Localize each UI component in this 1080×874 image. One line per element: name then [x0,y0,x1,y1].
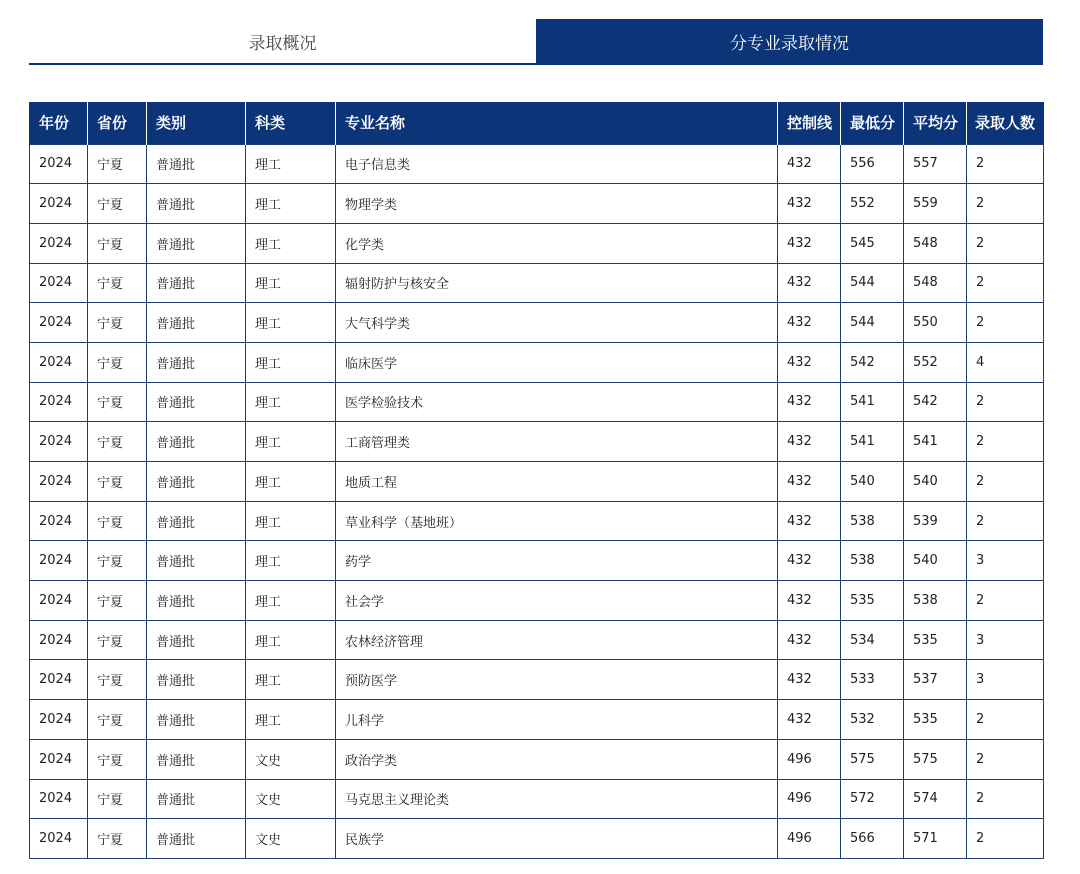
column-header-avg-score[interactable]: 平均分 [904,102,967,144]
batch-cell: 普通批 [147,620,246,660]
table-row [30,779,1044,819]
control-line-cell: 496 [778,819,841,859]
major-name-cell: 政治学类 [336,739,778,779]
year-cell: 2024 [30,581,88,621]
avg-score-cell: 541 [904,422,967,462]
major-name-cell: 农林经济管理 [336,620,778,660]
avg-score-cell: 535 [904,700,967,740]
major-name-cell: 物理学类 [336,184,778,224]
min-score-cell: 541 [841,382,904,422]
year-cell: 2024 [30,382,88,422]
batch-cell: 普通批 [147,660,246,700]
year-cell: 2024 [30,501,88,541]
province-cell: 宁夏 [88,462,147,502]
year-cell: 2024 [30,739,88,779]
province-cell: 宁夏 [88,739,147,779]
batch-cell: 普通批 [147,779,246,819]
subject-type-cell: 理工 [246,660,336,700]
avg-score-cell: 538 [904,581,967,621]
batch-cell: 普通批 [147,819,246,859]
min-score-cell: 532 [841,700,904,740]
year-cell: 2024 [30,263,88,303]
subject-type-cell: 理工 [246,422,336,462]
admitted-count-cell: 2 [967,223,1044,263]
admitted-count-cell: 2 [967,819,1044,859]
major-name-cell: 医学检验技术 [336,382,778,422]
min-score-cell: 534 [841,620,904,660]
table-row [30,501,1044,541]
admitted-count-cell: 2 [967,422,1044,462]
batch-cell: 普通批 [147,303,246,343]
tab-admission-by-major[interactable]: 分专业录取情况 [536,19,1043,63]
table-row [30,342,1044,382]
control-line-cell: 432 [778,581,841,621]
major-name-cell: 化学类 [336,223,778,263]
batch-cell: 普通批 [147,144,246,184]
control-line-cell: 432 [778,382,841,422]
admitted-count-cell: 2 [967,462,1044,502]
column-header-min-score[interactable]: 最低分 [841,102,904,144]
column-header-year[interactable]: 年份 [30,102,88,144]
admitted-count-cell: 3 [967,660,1044,700]
major-name-cell: 大气科学类 [336,303,778,343]
min-score-cell: 544 [841,263,904,303]
avg-score-cell: 537 [904,660,967,700]
table-row [30,223,1044,263]
year-cell: 2024 [30,462,88,502]
subject-type-cell: 理工 [246,462,336,502]
column-header-subject-type[interactable]: 科类 [246,102,336,144]
province-cell: 宁夏 [88,144,147,184]
admitted-count-cell: 2 [967,700,1044,740]
admission-table [29,102,1044,859]
year-cell: 2024 [30,144,88,184]
table-row [30,700,1044,740]
year-cell: 2024 [30,819,88,859]
avg-score-cell: 550 [904,303,967,343]
control-line-cell: 432 [778,700,841,740]
control-line-cell: 496 [778,779,841,819]
table-row [30,462,1044,502]
batch-cell: 普通批 [147,541,246,581]
control-line-cell: 432 [778,462,841,502]
subject-type-cell: 理工 [246,144,336,184]
province-cell: 宁夏 [88,819,147,859]
min-score-cell: 535 [841,581,904,621]
province-cell: 宁夏 [88,779,147,819]
admitted-count-cell: 2 [967,739,1044,779]
subject-type-cell: 理工 [246,541,336,581]
min-score-cell: 540 [841,462,904,502]
min-score-cell: 572 [841,779,904,819]
batch-cell: 普通批 [147,581,246,621]
min-score-cell: 538 [841,501,904,541]
major-name-cell: 临床医学 [336,342,778,382]
avg-score-cell: 571 [904,819,967,859]
admitted-count-cell: 2 [967,382,1044,422]
control-line-cell: 432 [778,303,841,343]
avg-score-cell: 559 [904,184,967,224]
min-score-cell: 556 [841,144,904,184]
min-score-cell: 542 [841,342,904,382]
year-cell: 2024 [30,223,88,263]
admitted-count-cell: 2 [967,501,1044,541]
table-row [30,819,1044,859]
subject-type-cell: 理工 [246,342,336,382]
column-header-batch[interactable]: 类别 [147,102,246,144]
table-row [30,739,1044,779]
admitted-count-cell: 2 [967,144,1044,184]
year-cell: 2024 [30,303,88,343]
avg-score-cell: 575 [904,739,967,779]
control-line-cell: 496 [778,739,841,779]
control-line-cell: 432 [778,184,841,224]
avg-score-cell: 552 [904,342,967,382]
batch-cell: 普通批 [147,739,246,779]
batch-cell: 普通批 [147,700,246,740]
table-row [30,144,1044,184]
admitted-count-cell: 2 [967,263,1044,303]
min-score-cell: 544 [841,303,904,343]
min-score-cell: 533 [841,660,904,700]
subject-type-cell: 理工 [246,620,336,660]
avg-score-cell: 557 [904,144,967,184]
batch-cell: 普通批 [147,263,246,303]
batch-cell: 普通批 [147,184,246,224]
tab-admission-overview[interactable]: 录取概况 [29,19,536,63]
major-name-cell: 马克思主义理论类 [336,779,778,819]
avg-score-cell: 535 [904,620,967,660]
control-line-cell: 432 [778,144,841,184]
table-row [30,422,1044,462]
control-line-cell: 432 [778,620,841,660]
table-row [30,620,1044,660]
subject-type-cell: 文史 [246,819,336,859]
year-cell: 2024 [30,620,88,660]
control-line-cell: 432 [778,422,841,462]
table-row [30,184,1044,224]
admitted-count-cell: 2 [967,184,1044,224]
province-cell: 宁夏 [88,581,147,621]
major-name-cell: 地质工程 [336,462,778,502]
table-row [30,263,1044,303]
subject-type-cell: 文史 [246,739,336,779]
min-score-cell: 552 [841,184,904,224]
province-cell: 宁夏 [88,263,147,303]
major-name-cell: 电子信息类 [336,144,778,184]
province-cell: 宁夏 [88,541,147,581]
avg-score-cell: 548 [904,263,967,303]
province-cell: 宁夏 [88,700,147,740]
control-line-cell: 432 [778,660,841,700]
table-row [30,541,1044,581]
admitted-count-cell: 2 [967,303,1044,343]
subject-type-cell: 理工 [246,184,336,224]
admitted-count-cell: 4 [967,342,1044,382]
min-score-cell: 566 [841,819,904,859]
major-name-cell: 辐射防护与核安全 [336,263,778,303]
min-score-cell: 541 [841,422,904,462]
province-cell: 宁夏 [88,342,147,382]
year-cell: 2024 [30,342,88,382]
year-cell: 2024 [30,184,88,224]
admitted-count-cell: 2 [967,779,1044,819]
year-cell: 2024 [30,422,88,462]
avg-score-cell: 574 [904,779,967,819]
min-score-cell: 538 [841,541,904,581]
major-name-cell: 预防医学 [336,660,778,700]
year-cell: 2024 [30,779,88,819]
major-name-cell: 药学 [336,541,778,581]
subject-type-cell: 理工 [246,382,336,422]
province-cell: 宁夏 [88,223,147,263]
province-cell: 宁夏 [88,620,147,660]
min-score-cell: 575 [841,739,904,779]
table-row [30,382,1044,422]
control-line-cell: 432 [778,223,841,263]
table-header-row [30,102,1044,144]
avg-score-cell: 542 [904,382,967,422]
subject-type-cell: 理工 [246,700,336,740]
admitted-count-cell: 3 [967,541,1044,581]
avg-score-cell: 540 [904,541,967,581]
major-name-cell: 工商管理类 [336,422,778,462]
table-body [30,144,1044,858]
batch-cell: 普通批 [147,382,246,422]
avg-score-cell: 539 [904,501,967,541]
table-row [30,303,1044,343]
year-cell: 2024 [30,541,88,581]
year-cell: 2024 [30,660,88,700]
province-cell: 宁夏 [88,382,147,422]
column-header-admitted-count[interactable]: 录取人数 [967,102,1044,144]
subject-type-cell: 文史 [246,779,336,819]
admitted-count-cell: 3 [967,620,1044,660]
subject-type-cell: 理工 [246,501,336,541]
column-header-major-name[interactable]: 专业名称 [336,102,778,144]
control-line-cell: 432 [778,342,841,382]
major-name-cell: 儿科学 [336,700,778,740]
subject-type-cell: 理工 [246,223,336,263]
province-cell: 宁夏 [88,184,147,224]
admitted-count-cell: 2 [967,581,1044,621]
subject-type-cell: 理工 [246,303,336,343]
batch-cell: 普通批 [147,342,246,382]
avg-score-cell: 548 [904,223,967,263]
major-name-cell: 民族学 [336,819,778,859]
batch-cell: 普通批 [147,462,246,502]
avg-score-cell: 540 [904,462,967,502]
province-cell: 宁夏 [88,501,147,541]
tab-bar [29,19,1043,65]
province-cell: 宁夏 [88,660,147,700]
major-name-cell: 草业科学（基地班） [336,501,778,541]
column-header-control-line[interactable]: 控制线 [778,102,841,144]
table-row [30,581,1044,621]
control-line-cell: 432 [778,541,841,581]
table-row [30,660,1044,700]
min-score-cell: 545 [841,223,904,263]
batch-cell: 普通批 [147,422,246,462]
province-cell: 宁夏 [88,303,147,343]
year-cell: 2024 [30,700,88,740]
subject-type-cell: 理工 [246,263,336,303]
province-cell: 宁夏 [88,422,147,462]
batch-cell: 普通批 [147,223,246,263]
control-line-cell: 432 [778,263,841,303]
major-name-cell: 社会学 [336,581,778,621]
column-header-province[interactable]: 省份 [88,102,147,144]
subject-type-cell: 理工 [246,581,336,621]
batch-cell: 普通批 [147,501,246,541]
control-line-cell: 432 [778,501,841,541]
